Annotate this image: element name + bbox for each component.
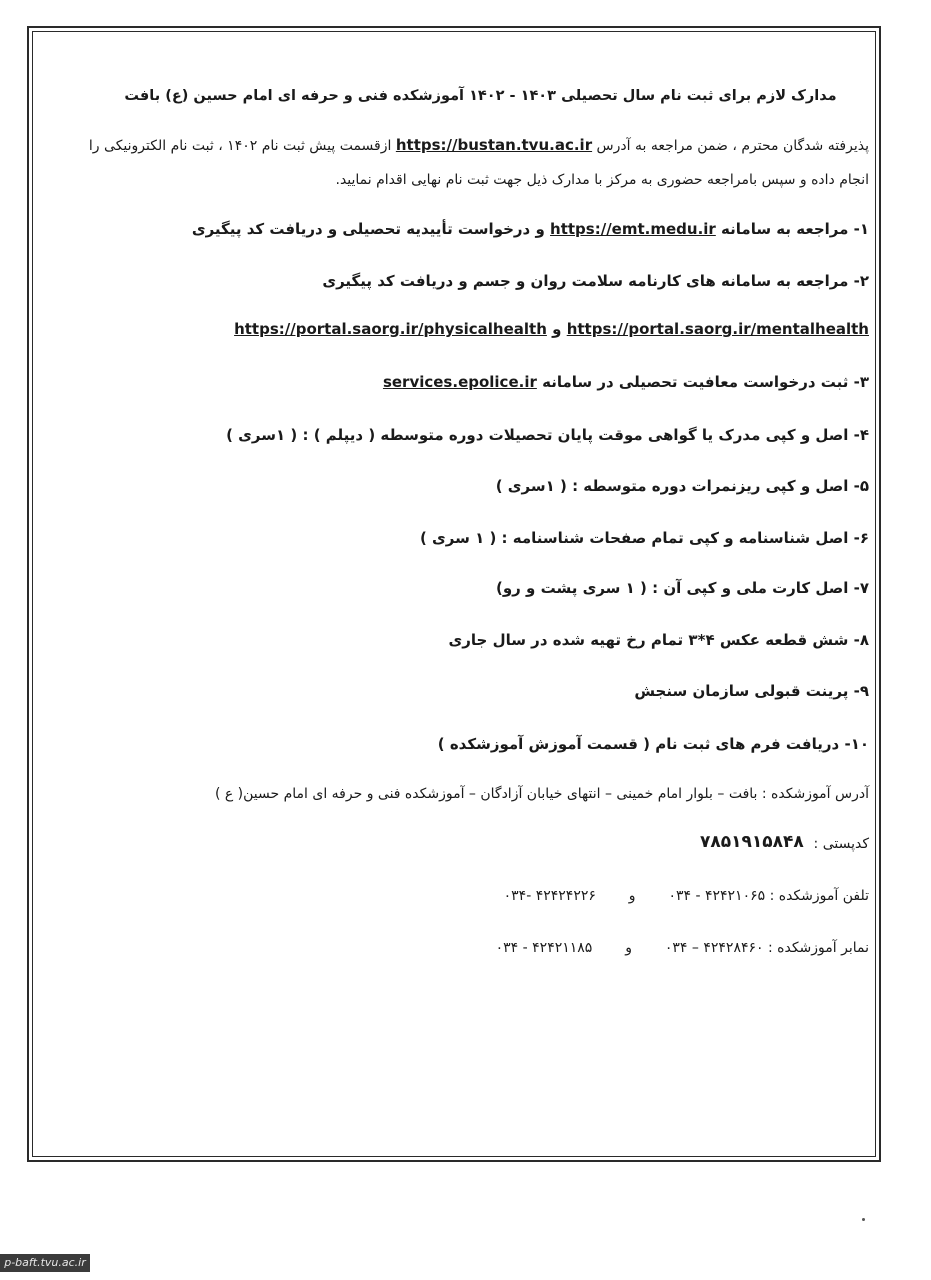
emt-link[interactable]: https://emt.medu.ir xyxy=(550,220,716,238)
fax-and: و xyxy=(625,940,632,956)
physical-health-link[interactable]: https://portal.saorg.ir/physicalhealth xyxy=(234,320,547,338)
list-item-1 xyxy=(192,219,869,239)
bustan-link[interactable]: https://bustan.tvu.ac.ir xyxy=(395,136,593,154)
item1-text-end: و درخواست تأییدیه تحصیلی و دریافت کد پیگیری xyxy=(191,220,545,238)
list-item-7: ۷- اصل کارت ملی و کپی آن : ( ۱ سری پشت و رو) xyxy=(496,579,869,597)
list-item-5: ۵- اصل و کپی ریزنمرات دوره متوسطه : ( ۱سری ) xyxy=(495,477,869,495)
list-item-6: ۶- اصل شناسنامه و کپی تمام صفحات شناسنامه : ( ۱ سری ) xyxy=(419,529,869,547)
site-watermark: p-baft.tvu.ac.ir xyxy=(0,1254,90,1272)
list-item-10: ۱۰- دریافت فرم های ثبت نام ( قسمت آموزش آموزشکده ) xyxy=(437,735,869,753)
postal-label: کدپستی : xyxy=(813,836,869,852)
intro-text-end: ازقسمت پیش ثبت نام ۱۴۰۲ ، ثبت نام الکترونیکی را xyxy=(88,138,392,154)
intro-line-1 xyxy=(89,135,869,156)
address-line: آدرس آموزشکده : بافت – بلوار امام خمینی – انتهای خیابان آزادگان – آموزشکده فنی و حرفه ای امام حسین( ع ) xyxy=(214,786,869,802)
list-item-4: ۴- اصل و کپی مدرک یا گواهی موقت پایان تحصیلات دوره متوسطه ( دیپلم ) : ( ۱سری ) xyxy=(226,426,869,444)
phone-line xyxy=(504,886,869,906)
health-links-line xyxy=(234,319,869,339)
fax-label: نمابر آموزشکده : xyxy=(767,940,869,956)
scan-speck xyxy=(862,1218,865,1221)
list-item-8: ۸- شش قطعه عکس ۴*۳ تمام رخ تهیه شده در سال جاری xyxy=(448,631,869,649)
list-item-9: ۹- پرینت قبولی سازمان سنجش xyxy=(634,682,869,700)
item3-text: ۳- ثبت درخواست معافیت تحصیلی در سامانه xyxy=(542,373,869,391)
intro-line-2: انجام داده و سپس بامراجعه حضوری به مرکز با مدارک ذیل جهت ثبت نام نهایی اقدام نمایید. xyxy=(335,172,869,188)
phone-number-2: ۴۲۴۲۴۲۲۶ -۰۳۴ xyxy=(503,888,596,904)
list-item-2: ۲- مراجعه به سامانه های کارنامه سلامت روان و جسم و دریافت کد پیگیری xyxy=(322,272,869,290)
mental-health-link[interactable]: https://portal.saorg.ir/mentalhealth xyxy=(566,320,869,338)
postal-code: ۷۸۵۱۹۱۵۸۴۸ xyxy=(700,832,804,852)
phone-number-1: ۴۲۴۲۱۰۶۵ - ۰۳۴ xyxy=(668,888,766,904)
list-item-3 xyxy=(383,372,869,392)
document-title: مدارک لازم برای ثبت نام سال تحصیلی ۱۴۰۳ - ۱۴۰۲ آموزشکده فنی و حرفه ای امام حسین (ع) بافت xyxy=(124,88,837,104)
item1-text-start: ۱- مراجعه به سامانه xyxy=(721,220,869,238)
fax-number-2: ۴۲۴۲۱۱۸۵ - ۰۳۴ xyxy=(495,940,593,956)
fax-number-1: ۴۲۴۲۸۴۶۰ – ۰۳۴ xyxy=(664,940,764,956)
phone-label: تلفن آموزشکده : xyxy=(769,888,869,904)
epolice-link[interactable]: services.epolice.ir xyxy=(382,373,537,391)
fax-line xyxy=(496,938,869,958)
and-label: و xyxy=(552,320,562,338)
phone-and: و xyxy=(628,888,636,904)
intro-text-start: پذیرفته شدگان محترم ، ضمن مراجعه به آدرس xyxy=(596,138,869,154)
